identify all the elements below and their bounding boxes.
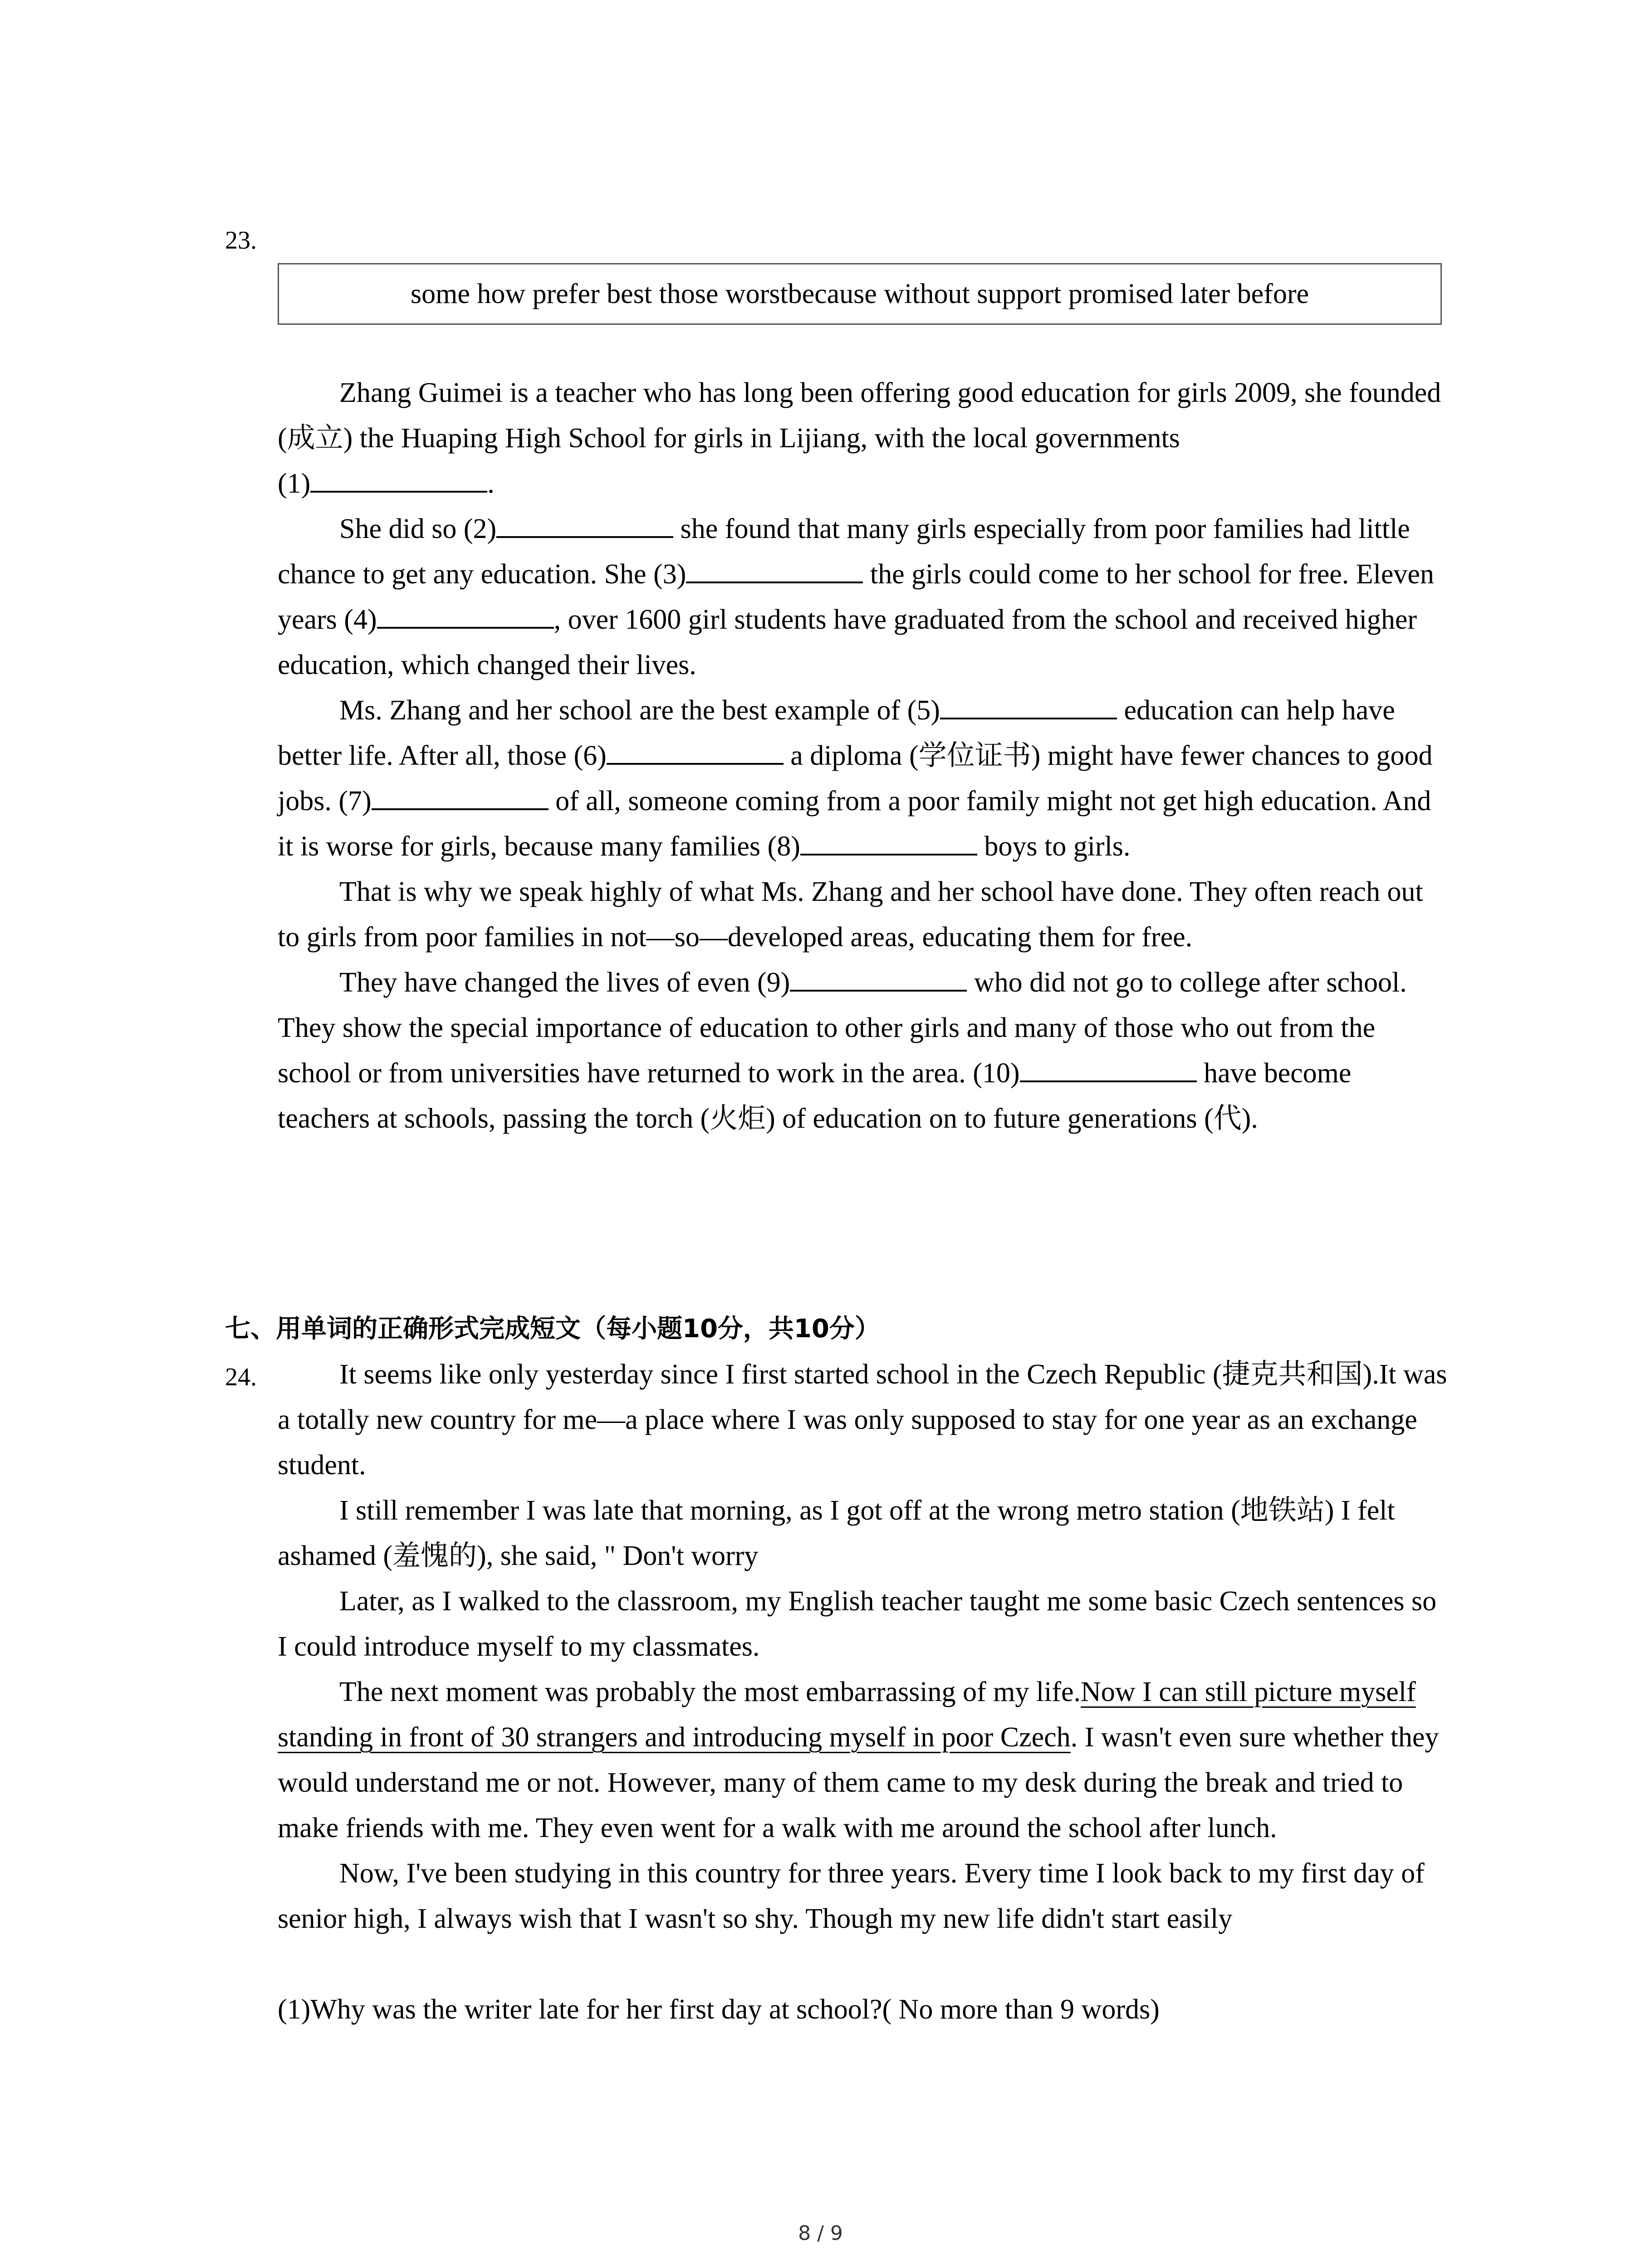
paragraph-text: . I wasn't even sure whether they would understand me or not. However, many of them came to my desk during the break and tried to make friends with me. They even went for a walk with me around the school after lunch. <box>278 1722 1439 1843</box>
passage-24-paragraph-2: I still remember I was late that morning, as I got off at the wrong metro station (地铁站) I felt ashamed (羞愧的), she said, " Don't worry <box>278 1495 1395 1571</box>
passage-23-paragraph-5 <box>278 960 1447 1141</box>
paragraph-text: have become teachers at schools, passing the torch (火炬) of education on to future generations (代). <box>278 1058 1352 1134</box>
paragraph-text: education can help have better life. After all, those (6) <box>278 695 1395 771</box>
paragraph-text: the girls could come to her school for free. Eleven years (4) <box>278 559 1434 635</box>
question-number-23: 23. <box>225 226 257 254</box>
blank-7[interactable] <box>372 782 549 810</box>
passage-23-paragraph-2 <box>278 506 1447 688</box>
passage-23-paragraph-4 <box>278 869 1447 960</box>
passage-24-paragraph-5: Now, I've been studying in this country for three years. Every time I look back to my first day of senior high, I always wish that I wasn't so shy. Though my new life didn't start easily <box>278 1858 1425 1934</box>
paragraph-text: who did not go to college after school. They show the special importance of education to other girls and many of those who out from the school or from universities have returned to work in the area. (10) <box>278 967 1407 1089</box>
paragraph-text: They have changed the lives of even (9) <box>339 967 790 998</box>
paragraph-text: That is why we speak highly of what Ms. Zhang and her school have done. They often reach out to girls from poor families in not—so—developed areas, educating them for free. <box>278 876 1423 953</box>
paragraph-text: . <box>487 468 495 499</box>
passage-24-paragraph-4 <box>278 1669 1447 1851</box>
word-bank-box <box>278 263 1442 325</box>
blank-6[interactable] <box>607 737 784 765</box>
passage-23-paragraph-1-cont <box>278 461 1447 506</box>
paragraph-text: boys to girls. <box>977 831 1131 862</box>
blank-2[interactable] <box>496 510 673 538</box>
passage-23 <box>278 370 1447 1141</box>
passage-24-paragraph-1: It seems like only yesterday since I first started school in the Czech Republic (捷克共和国).It was a totally new country for me—a place where I was only supposed to stay for one year as an exchange student. <box>278 1359 1447 1481</box>
blank-label-1: (1) <box>278 468 311 499</box>
blank-9[interactable] <box>790 963 967 992</box>
paragraph-text: of all, someone coming from a poor family might not get high education. And it is worse for girls, because many families (8) <box>278 786 1431 862</box>
passage-23-paragraph-1 <box>278 370 1447 461</box>
word-bank-text: some how prefer best those worstbecause without support promised later before <box>410 278 1309 309</box>
question-number-24: 24. <box>225 1363 257 1391</box>
paragraph-text: She did so (2) <box>339 513 497 544</box>
underlined-sentence: Now I can still picture myself standing in front of 30 strangers and introducing myself in poor Czech <box>278 1677 1416 1753</box>
paragraph-text: she found that many girls especially from poor families had little chance to get any education. She (3) <box>278 513 1410 590</box>
blank-3[interactable] <box>686 555 863 583</box>
blank-1[interactable] <box>310 464 487 493</box>
paragraph-text: a diploma (学位证书) might have fewer chances to good jobs. (7) <box>278 740 1433 816</box>
passage-24-paragraph-3: Later, as I walked to the classroom, my English teacher taught me some basic Czech sentences so I could introduce myself to my classmates. <box>278 1586 1437 1662</box>
section-heading: 七、用单词的正确形式完成短文（每小题10分，共10分） <box>225 1314 880 1344</box>
passage-23-paragraph-3 <box>278 688 1447 869</box>
blank-5[interactable] <box>940 691 1117 719</box>
blank-8[interactable] <box>800 827 977 855</box>
paragraph-text: Ms. Zhang and her school are the best example of (5) <box>339 695 940 726</box>
blank-4[interactable] <box>377 601 554 629</box>
question-24-1: (1)Why was the writer late for her first day at school?( No more than 9 words) <box>278 1994 1160 2025</box>
paragraph-text: , over 1600 girl students have graduated from the school and received higher education, which changed their lives. <box>278 604 1417 680</box>
passage-24 <box>278 1352 1447 2032</box>
page-number: 8 / 9 <box>798 2222 843 2245</box>
paragraph-text: Zhang Guimei is a teacher who has long been offering good education for girls 2009, she founded (成立) the Huaping High School for girls in Lijiang, with the local governments <box>278 377 1441 454</box>
blank-10[interactable] <box>1020 1054 1197 1082</box>
paragraph-text: The next moment was probably the most embarrassing of my life. <box>339 1677 1081 1707</box>
